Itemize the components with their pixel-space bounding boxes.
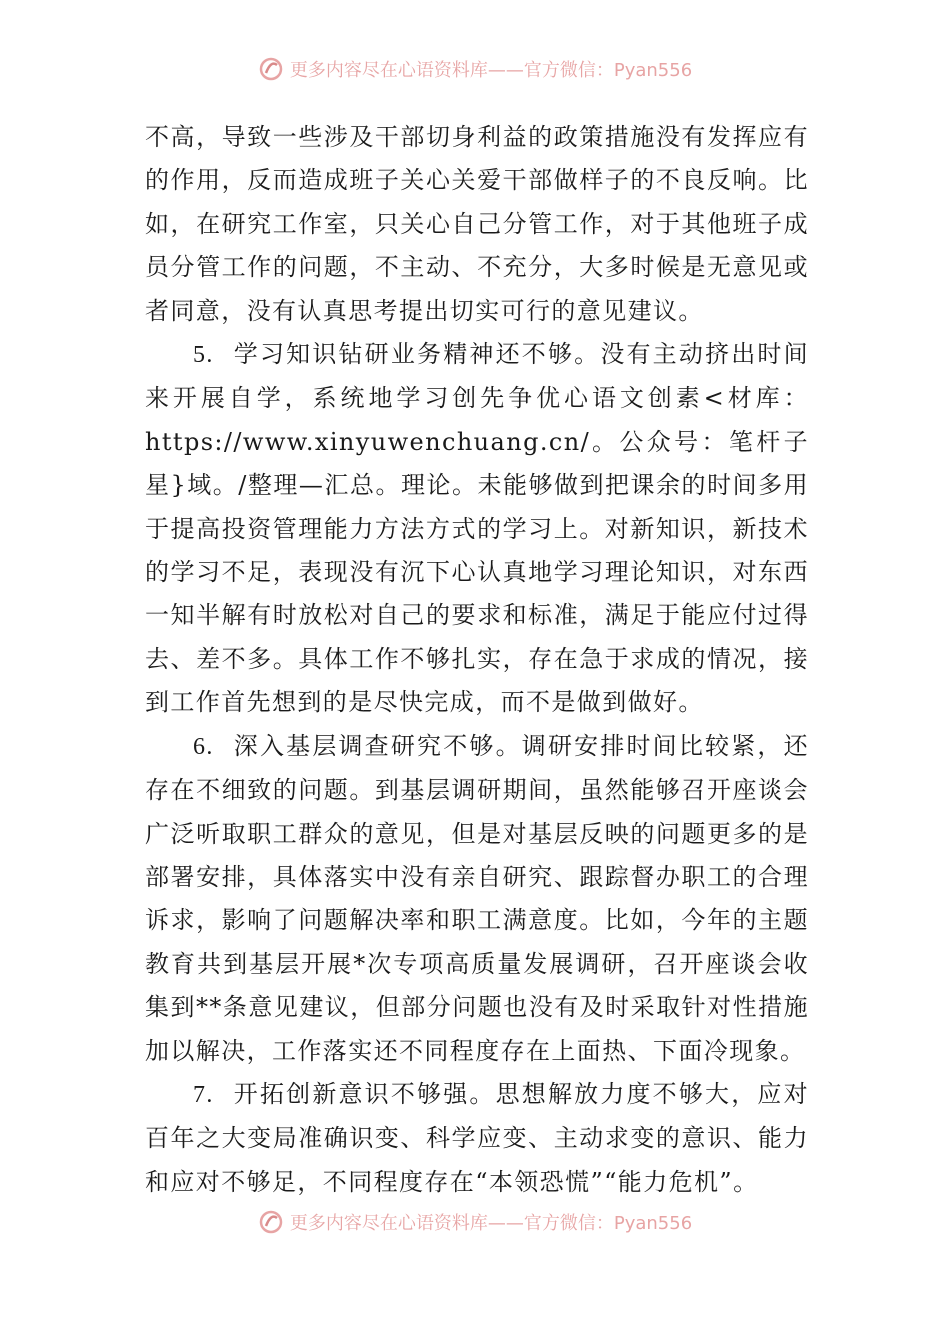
paragraph-number: 7. [193,1081,214,1108]
paragraph-item-5 [145,333,809,725]
document-body [145,116,809,1204]
paragraph-text: 深入基层调查研究不够。调研安排时间比较紧，还存在不细致的问题。到基层调研期间，虽然能够召开座谈会广泛听取职工群众的意见，但是对基层反映的问题更多的是部署安排，具体落实中没有亲自研究、跟踪督办职工的合理诉求，影响了问题解决率和职工满意度。比如，今年的主题教育共到基层开展*次专项高质量发展调研，召开座谈会收集到**条意见建议，但部分问题也没有及时采取针对性措施加以解决，工作落实还不同程度存在上面热、下面冷现象。 [145,731,809,1065]
paragraph-number: 5. [193,342,214,369]
watermark-text: 更多内容尽在心语资料库——官方微信：Pyan556 [289,60,693,81]
paragraph-item-7 [145,1073,809,1204]
header-watermark [0,54,950,84]
watermark-logo-icon [258,1209,284,1235]
watermark-text: 更多内容尽在心语资料库——官方微信：Pyan556 [289,1213,693,1234]
paragraph-item-6 [145,725,809,1073]
watermark-logo-icon [258,56,284,82]
paragraph-continuation [145,116,809,333]
paragraph-text: 不高，导致一些涉及干部切身利益的政策措施没有发挥应有的作用，反而造成班子关心关爱干部做样子的不良反响。比如，在研究工作室，只关心自己分管工作，对于其他班子成员分管工作的问题，不主动、不充分，大多时候是无意见或者同意，没有认真思考提出切实可行的意见建议。 [145,123,809,325]
footer-watermark [0,1207,950,1237]
paragraph-text: 学习知识钻研业务精神还不够。没有主动挤出时间来开展自学，系统地学习创先争优心语文创素<材库：https://www.xinyuwenchuang.cn/。公众号：笔杆子星}域。/整理—汇总。理论。未能够做到把课余的时间多用于提高投资管理能力方法方式的学习上。对新知识，新技术的学习不足，表现没有沉下心认真地学习理论知识，对东西一知半解有时放松对自己的要求和标准，满足于能应付过得去、差不多。具体工作不够扎实，存在急于求成的情况，接到工作首先想到的是尽快完成，而不是做到做好。 [145,340,809,717]
paragraph-number: 6. [193,733,214,760]
paragraph-text: 开拓创新意识不够强。思想解放力度不够大，应对百年之大变局准确识变、科学应变、主动求变的意识、能力和应对不够足，不同程度存在“本领恐慌”“能力危机”。 [145,1079,809,1196]
